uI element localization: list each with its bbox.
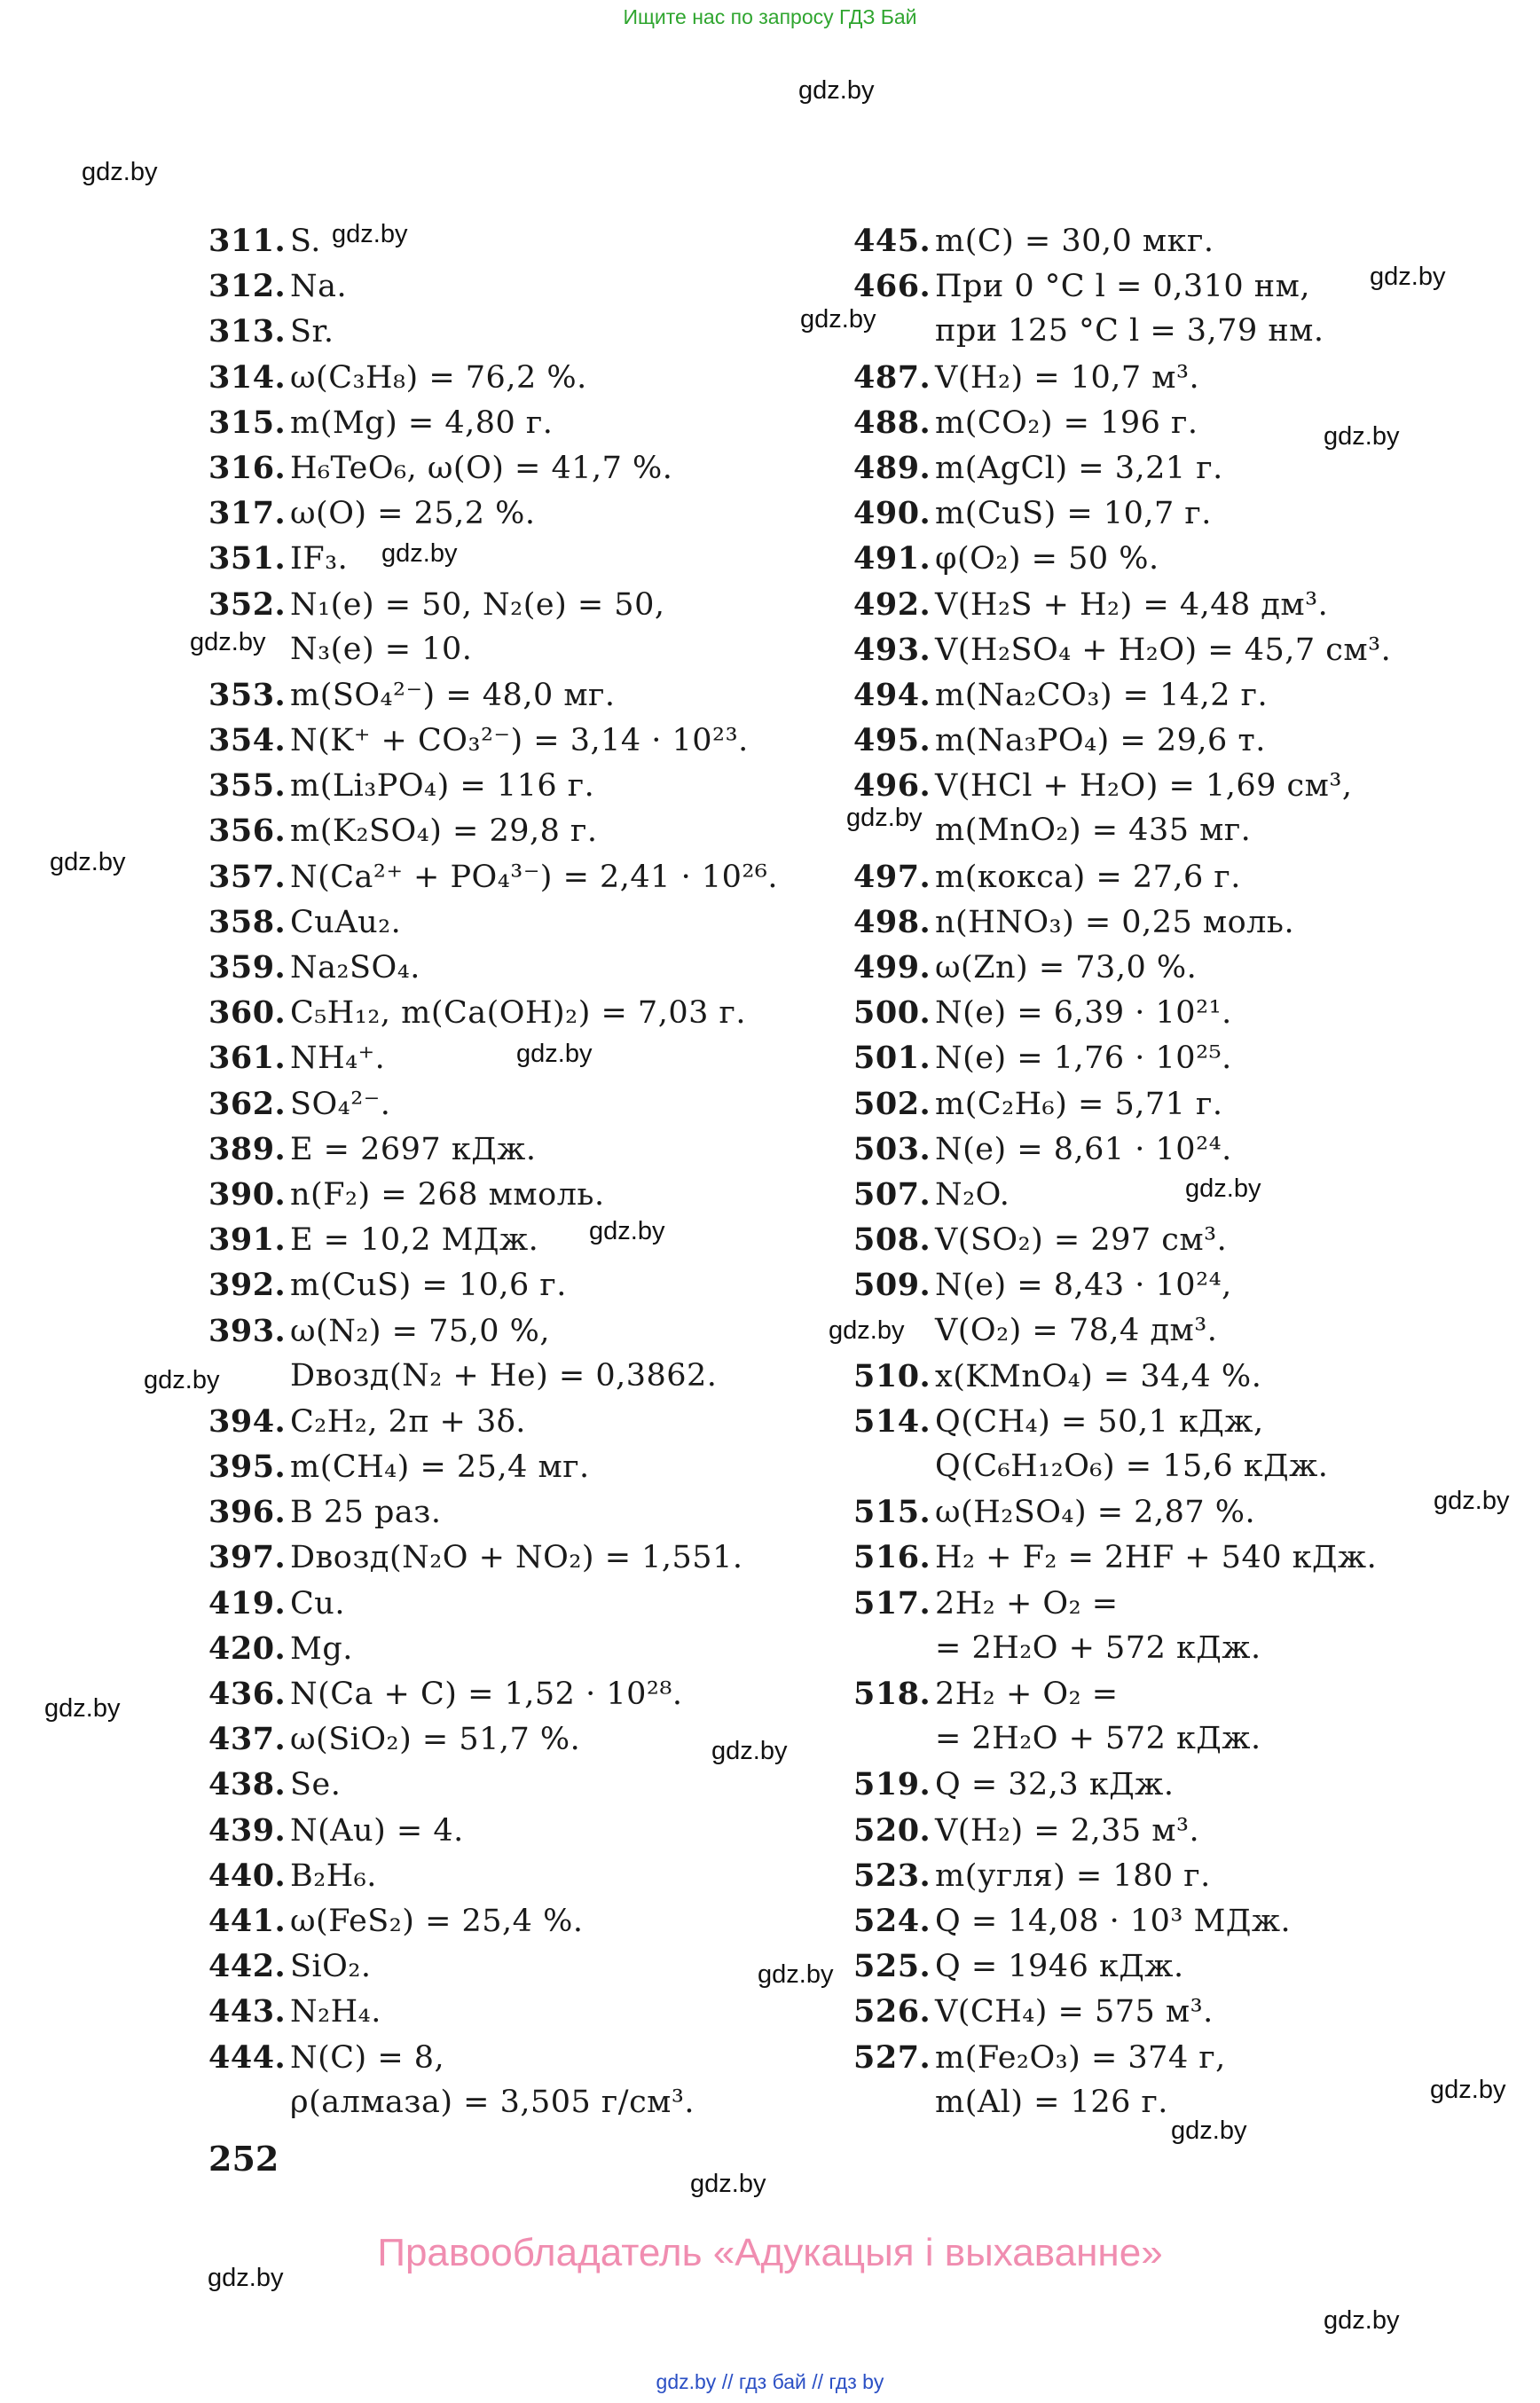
answer-text: m(MnO₂) = 435 мг. [935, 813, 1252, 849]
problem-number: 393. [208, 1312, 287, 1349]
problem-number: 445. [853, 223, 931, 259]
watermark: gdz.by [1324, 422, 1400, 451]
answer-row [208, 1035, 883, 1080]
answer-text: ω(SiO₂) = 51,7 %. [290, 1722, 581, 1758]
answer-row [853, 1308, 1528, 1354]
problem-number: 496. [853, 767, 931, 805]
answer-text: S. [290, 224, 321, 259]
problem-number: 488. [853, 404, 931, 441]
answer-row [208, 445, 883, 491]
problem-number: 502. [853, 1085, 931, 1122]
watermark: gdz.by [1430, 2076, 1506, 2104]
answer-row [208, 582, 883, 627]
answer-text: Dвозд(N₂O + NO₂) = 1,551. [290, 1540, 743, 1576]
answer-row [208, 491, 883, 536]
answer-row [208, 1489, 883, 1535]
problem-number: 497. [853, 858, 931, 895]
answer-text: N(C) = 8, [290, 2039, 445, 2076]
answer-row [853, 1808, 1528, 1853]
answer-text: ω(Zn) = 73,0 %. [935, 950, 1198, 986]
answer-row [208, 1081, 883, 1127]
answer-row [208, 309, 883, 354]
answer-text: N(Au) = 4. [290, 1812, 464, 1849]
problem-number: 516. [853, 1539, 931, 1576]
answer-row [208, 536, 883, 581]
answer-row [853, 899, 1528, 945]
answer-row [853, 763, 1528, 808]
answer-row [853, 218, 1528, 263]
problem-number: 526. [853, 1993, 931, 2030]
footer-links[interactable]: gdz.by // гдз бай // гдз by [656, 2370, 884, 2393]
answer-text: = 2H₂O + 572 кДж. [935, 1629, 1261, 1666]
answer-row [208, 1399, 883, 1444]
watermark: gdz.by [758, 1960, 834, 1989]
problem-number: 392. [208, 1267, 287, 1304]
problem-number: 527. [853, 2038, 931, 2076]
answer-row [853, 1944, 1528, 1989]
problem-number: 390. [208, 1175, 287, 1213]
watermark: gdz.by [1171, 2116, 1247, 2145]
watermark: gdz.by [798, 76, 875, 105]
watermark: gdz.by [829, 1316, 905, 1345]
watermark: gdz.by [1324, 2306, 1400, 2335]
answer-row [853, 1035, 1528, 1080]
problem-number: 360. [208, 994, 287, 1032]
answer-row [853, 1989, 1528, 2034]
watermark: gdz.by [208, 2264, 284, 2292]
answer-text: NH₄⁺. [290, 1041, 386, 1077]
problem-number: 489. [853, 449, 931, 486]
problem-number: 501. [853, 1040, 931, 1077]
problem-number: 354. [208, 722, 287, 759]
problem-number: 494. [853, 676, 931, 713]
answer-row [208, 2080, 883, 2125]
answer-text: φ(O₂) = 50 %. [935, 541, 1159, 577]
answer-row [853, 536, 1528, 581]
answer-row [853, 672, 1528, 718]
answer-text: Q = 1946 кДж. [935, 1949, 1184, 1985]
problem-number: 495. [853, 722, 931, 759]
watermark: gdz.by [82, 158, 158, 186]
answer-row [853, 990, 1528, 1035]
problem-number: 443. [208, 1993, 287, 2030]
answer-text: x(KMnO₄) = 34,4 %. [935, 1358, 1262, 1394]
problem-number: 442. [208, 1948, 287, 1985]
answer-text: IF₃. [290, 541, 349, 577]
answer-row [853, 1581, 1528, 1626]
answer-text: N(Ca + C) = 1,52 · 10²⁸. [290, 1677, 683, 1712]
answer-text: Q = 14,08 · 10³ МДж. [935, 1903, 1292, 1939]
problem-number: 440. [208, 1857, 287, 1894]
page-number: 252 [208, 2139, 279, 2179]
answer-row [208, 2035, 883, 2080]
answer-row [853, 1626, 1528, 1671]
answer-row [853, 627, 1528, 672]
answer-text: N₂H₄. [290, 1994, 381, 2030]
answer-row [208, 1626, 883, 1671]
answer-text: V(H₂) = 10,7 м³. [935, 359, 1200, 396]
answers-right-column [853, 218, 1528, 2125]
answer-text: ω(O) = 25,2 %. [290, 496, 536, 532]
watermark: gdz.by [800, 305, 876, 334]
answer-text: Q(C₆H₁₂O₆) = 15,6 кДж. [935, 1449, 1329, 1485]
answer-row [208, 1898, 883, 1944]
answer-row [208, 1444, 883, 1489]
answer-text: ω(C₃H₈) = 76,2 %. [290, 359, 587, 396]
problem-number: 313. [208, 313, 287, 350]
answer-row [208, 1808, 883, 1853]
copyright-notice: Правообладатель «Адукацыя і выхаванне» [377, 2231, 1163, 2274]
answer-text: N₂O. [935, 1176, 1010, 1213]
problem-number: 491. [853, 540, 931, 577]
answer-text: E = 2697 кДж. [290, 1131, 537, 1167]
answer-row [208, 945, 883, 990]
answer-text: ω(H₂SO₄) = 2,87 %. [935, 1495, 1256, 1531]
answer-text: m(AgCl) = 3,21 г. [935, 450, 1223, 486]
answer-text: Se. [290, 1767, 342, 1803]
answer-row [208, 763, 883, 808]
answer-text: Cu. [290, 1585, 345, 1622]
problem-number: 441. [208, 1902, 287, 1939]
watermark: gdz.by [1434, 1487, 1510, 1515]
problem-number: 391. [208, 1221, 287, 1259]
problem-number: 499. [853, 949, 931, 986]
problem-number: 466. [853, 268, 931, 305]
answer-text: N(e) = 1,76 · 10²⁵. [935, 1041, 1232, 1077]
answer-text: 2H₂ + O₂ = [935, 1585, 1119, 1622]
answer-row [853, 1262, 1528, 1308]
answer-text: m(CuS) = 10,6 г. [290, 1268, 567, 1304]
watermark: gdz.by [516, 1040, 593, 1068]
problem-number: 356. [208, 813, 287, 850]
answer-row [208, 1172, 883, 1217]
answer-text: m(кокса) = 27,6 г. [935, 859, 1241, 895]
answer-row [853, 854, 1528, 899]
problem-number: 508. [853, 1221, 931, 1259]
answer-text: Dвозд(N₂ + He) = 0,3862. [290, 1357, 718, 1394]
problem-number: 396. [208, 1494, 287, 1531]
problem-number: 517. [853, 1584, 931, 1622]
answer-row [853, 1716, 1528, 1762]
answer-row [208, 1354, 883, 1399]
problem-number: 361. [208, 1040, 287, 1077]
problem-number: 316. [208, 449, 287, 486]
problem-number: 507. [853, 1175, 931, 1213]
problem-number: 312. [208, 268, 287, 305]
answer-row [853, 309, 1528, 354]
problem-number: 509. [853, 1267, 931, 1304]
answer-row [208, 627, 883, 672]
problem-number: 490. [853, 495, 931, 532]
answer-row [208, 263, 883, 309]
answer-row [853, 1172, 1528, 1217]
answer-text: Sr. [290, 314, 334, 350]
answer-text: ω(FeS₂) = 25,4 %. [290, 1903, 584, 1939]
problem-number: 355. [208, 767, 287, 805]
answer-text: m(Fe₂O₃) = 374 г, [935, 2039, 1226, 2076]
answer-row [853, 1354, 1528, 1399]
problem-number: 362. [208, 1085, 287, 1122]
watermark: gdz.by [690, 2170, 766, 2198]
answer-row [853, 1853, 1528, 1898]
problem-number: 515. [853, 1494, 931, 1531]
answer-text: ρ(алмаза) = 3,505 г/см³. [290, 2084, 695, 2120]
problem-number: 314. [208, 358, 287, 396]
answer-row [208, 899, 883, 945]
answer-text: m(CuS) = 10,7 г. [935, 496, 1212, 532]
answer-text: Na₂SO₄. [290, 950, 420, 986]
answer-text: m(C₂H₆) = 5,71 г. [935, 1086, 1223, 1122]
answer-row [853, 808, 1528, 853]
answer-text: m(CO₂) = 196 г. [935, 404, 1198, 441]
answer-text: E = 10,2 МДж. [290, 1222, 539, 1259]
answer-text: V(H₂S + H₂) = 4,48 дм³. [935, 586, 1329, 623]
answer-row [853, 2080, 1528, 2125]
answer-text: N(K⁺ + CO₃²⁻) = 3,14 · 10²³. [290, 723, 749, 759]
problem-number: 500. [853, 994, 931, 1032]
answer-text: m(SO₄²⁻) = 48,0 мг. [290, 677, 616, 713]
answer-row [853, 1081, 1528, 1127]
answer-text: CuAu₂. [290, 904, 402, 940]
answer-text: m(Li₃PO₄) = 116 г. [290, 768, 595, 805]
problem-number: 359. [208, 949, 287, 986]
answer-row [208, 1308, 883, 1354]
problem-number: 487. [853, 358, 931, 396]
problem-number: 419. [208, 1584, 287, 1622]
problem-number: 525. [853, 1948, 931, 1985]
problem-number: 520. [853, 1811, 931, 1849]
answer-text: N₁(e) = 50, N₂(e) = 50, [290, 586, 665, 623]
answer-text: ω(N₂) = 75,0 %, [290, 1313, 551, 1349]
problem-number: 311. [208, 223, 287, 259]
answer-row [853, 1399, 1528, 1444]
watermark: gdz.by [144, 1366, 220, 1394]
answer-row [853, 445, 1528, 491]
answer-text: 2H₂ + O₂ = [935, 1677, 1119, 1712]
problem-number: 389. [208, 1130, 287, 1167]
answer-row [208, 355, 883, 400]
answer-text: C₅H₁₂, m(Ca(OH)₂) = 7,03 г. [290, 995, 746, 1032]
problem-number: 395. [208, 1449, 287, 1486]
problem-number: 492. [853, 585, 931, 623]
answer-row [208, 1217, 883, 1262]
problem-number: 437. [208, 1721, 287, 1758]
answer-text: V(CH₄) = 575 м³. [935, 1994, 1214, 2030]
answer-text: V(H₂SO₄ + H₂O) = 45,7 см³. [935, 632, 1392, 668]
answer-row [208, 672, 883, 718]
problem-number: 357. [208, 858, 287, 895]
answer-row [853, 355, 1528, 400]
answer-text: Na. [290, 269, 348, 305]
answer-row [208, 1671, 883, 1716]
answer-row [853, 1217, 1528, 1262]
problem-number: 351. [208, 540, 287, 577]
answer-row [208, 1762, 883, 1807]
problem-number: 420. [208, 1629, 287, 1667]
problem-number: 444. [208, 2038, 287, 2076]
answer-text: m(Mg) = 4,80 г. [290, 404, 554, 441]
problem-number: 438. [208, 1766, 287, 1803]
answer-row [208, 1581, 883, 1626]
problem-number: 518. [853, 1676, 931, 1712]
answer-row [853, 718, 1528, 763]
watermark: gdz.by [190, 628, 266, 656]
answer-row [853, 582, 1528, 627]
answer-text: n(HNO₃) = 0,25 моль. [935, 904, 1295, 940]
answer-text: Q = 32,3 кДж. [935, 1767, 1175, 1803]
problem-number: 394. [208, 1402, 287, 1440]
watermark: gdz.by [711, 1737, 788, 1765]
answer-text: V(H₂) = 2,35 м³. [935, 1812, 1200, 1849]
answer-row [208, 1944, 883, 1989]
answer-text: m(Na₂CO₃) = 14,2 г. [935, 677, 1269, 713]
answer-row [853, 263, 1528, 309]
answer-row [208, 1989, 883, 2034]
problem-number: 524. [853, 1902, 931, 1939]
answer-text: V(SO₂) = 297 см³. [935, 1222, 1228, 1259]
answer-text: m(угля) = 180 г. [935, 1857, 1211, 1894]
problem-number: 352. [208, 585, 287, 623]
answer-text: N(e) = 8,61 · 10²⁴. [935, 1131, 1232, 1167]
problem-number: 397. [208, 1539, 287, 1576]
problem-number: 315. [208, 404, 287, 441]
answer-text: при 125 °C l = 3,79 нм. [935, 313, 1324, 349]
problem-number: 358. [208, 903, 287, 940]
answer-text: m(K₂SO₄) = 29,8 г. [290, 813, 598, 850]
answer-text: При 0 °C l = 0,310 нм, [935, 269, 1310, 305]
answer-text: V(O₂) = 78,4 дм³. [935, 1312, 1218, 1348]
answer-text: H₆TeO₆, ω(O) = 41,7 %. [290, 450, 673, 486]
answer-text: m(CH₄) = 25,4 мг. [290, 1449, 590, 1486]
answer-row [853, 400, 1528, 445]
problem-number: 514. [853, 1402, 931, 1440]
answer-text: m(Al) = 126 г. [935, 2084, 1168, 2120]
answer-text: SiO₂. [290, 1949, 372, 1985]
answer-row [853, 1535, 1528, 1580]
watermark: gdz.by [381, 539, 458, 568]
answer-row [208, 1853, 883, 1898]
answer-row [208, 1262, 883, 1308]
watermark: gdz.by [846, 804, 923, 832]
answer-text: N₃(e) = 10. [290, 631, 473, 667]
answer-text: V(HCl + H₂O) = 1,69 см³, [935, 768, 1353, 805]
answers-left-column [208, 218, 883, 2125]
answer-text: H₂ + F₂ = 2HF + 540 кДж. [935, 1540, 1378, 1576]
answer-row [853, 945, 1528, 990]
answer-row [853, 1762, 1528, 1807]
answer-row [208, 718, 883, 763]
answer-text: B₂H₆. [290, 1857, 377, 1894]
problem-number: 519. [853, 1766, 931, 1803]
answer-row [853, 1489, 1528, 1535]
problem-number: 436. [208, 1676, 287, 1712]
problem-number: 510. [853, 1357, 931, 1394]
answer-text: = 2H₂O + 572 кДж. [935, 1721, 1261, 1757]
watermark: gdz.by [1370, 263, 1446, 291]
answer-text: N(e) = 6,39 · 10²¹. [935, 995, 1232, 1032]
answer-row [853, 1671, 1528, 1716]
answer-text: C₂H₂, 2π + 3δ. [290, 1403, 526, 1440]
problem-number: 523. [853, 1857, 931, 1894]
watermark: gdz.by [44, 1694, 121, 1723]
top-banner[interactable]: Ищите нас по запросу ГДЗ Бай [623, 5, 917, 28]
problem-number: 498. [853, 903, 931, 940]
answer-text: N(e) = 8,43 · 10²⁴, [935, 1268, 1232, 1304]
answer-text: N(Ca²⁺ + PO₄³⁻) = 2,41 · 10²⁶. [290, 859, 779, 895]
answer-text: m(Na₃PO₄) = 29,6 т. [935, 723, 1266, 759]
watermark: gdz.by [50, 848, 126, 876]
answer-row [208, 808, 883, 853]
watermark: gdz.by [332, 220, 408, 248]
answer-text: В 25 раз. [290, 1495, 442, 1531]
problem-number: 503. [853, 1130, 931, 1167]
answer-row [853, 1444, 1528, 1489]
answer-text: n(F₂) = 268 ммоль. [290, 1176, 605, 1213]
answer-row [208, 990, 883, 1035]
answer-text: SO₄²⁻. [290, 1086, 391, 1122]
answer-text: Q(CH₄) = 50,1 кДж, [935, 1403, 1264, 1440]
answer-row [853, 1127, 1528, 1172]
answer-row [208, 1127, 883, 1172]
answer-row [853, 491, 1528, 536]
answer-row [208, 1716, 883, 1762]
answer-text: Mg. [290, 1630, 353, 1667]
problem-number: 493. [853, 631, 931, 668]
watermark: gdz.by [589, 1217, 665, 1245]
answer-row [208, 1535, 883, 1580]
watermark: gdz.by [1185, 1174, 1261, 1203]
answer-row [853, 2035, 1528, 2080]
answer-row [208, 854, 883, 899]
answer-row [208, 218, 883, 263]
problem-number: 439. [208, 1811, 287, 1849]
problem-number: 317. [208, 495, 287, 532]
answer-row [853, 1898, 1528, 1944]
answer-text: m(C) = 30,0 мкг. [935, 224, 1214, 259]
answer-row [208, 400, 883, 445]
problem-number: 353. [208, 676, 287, 713]
